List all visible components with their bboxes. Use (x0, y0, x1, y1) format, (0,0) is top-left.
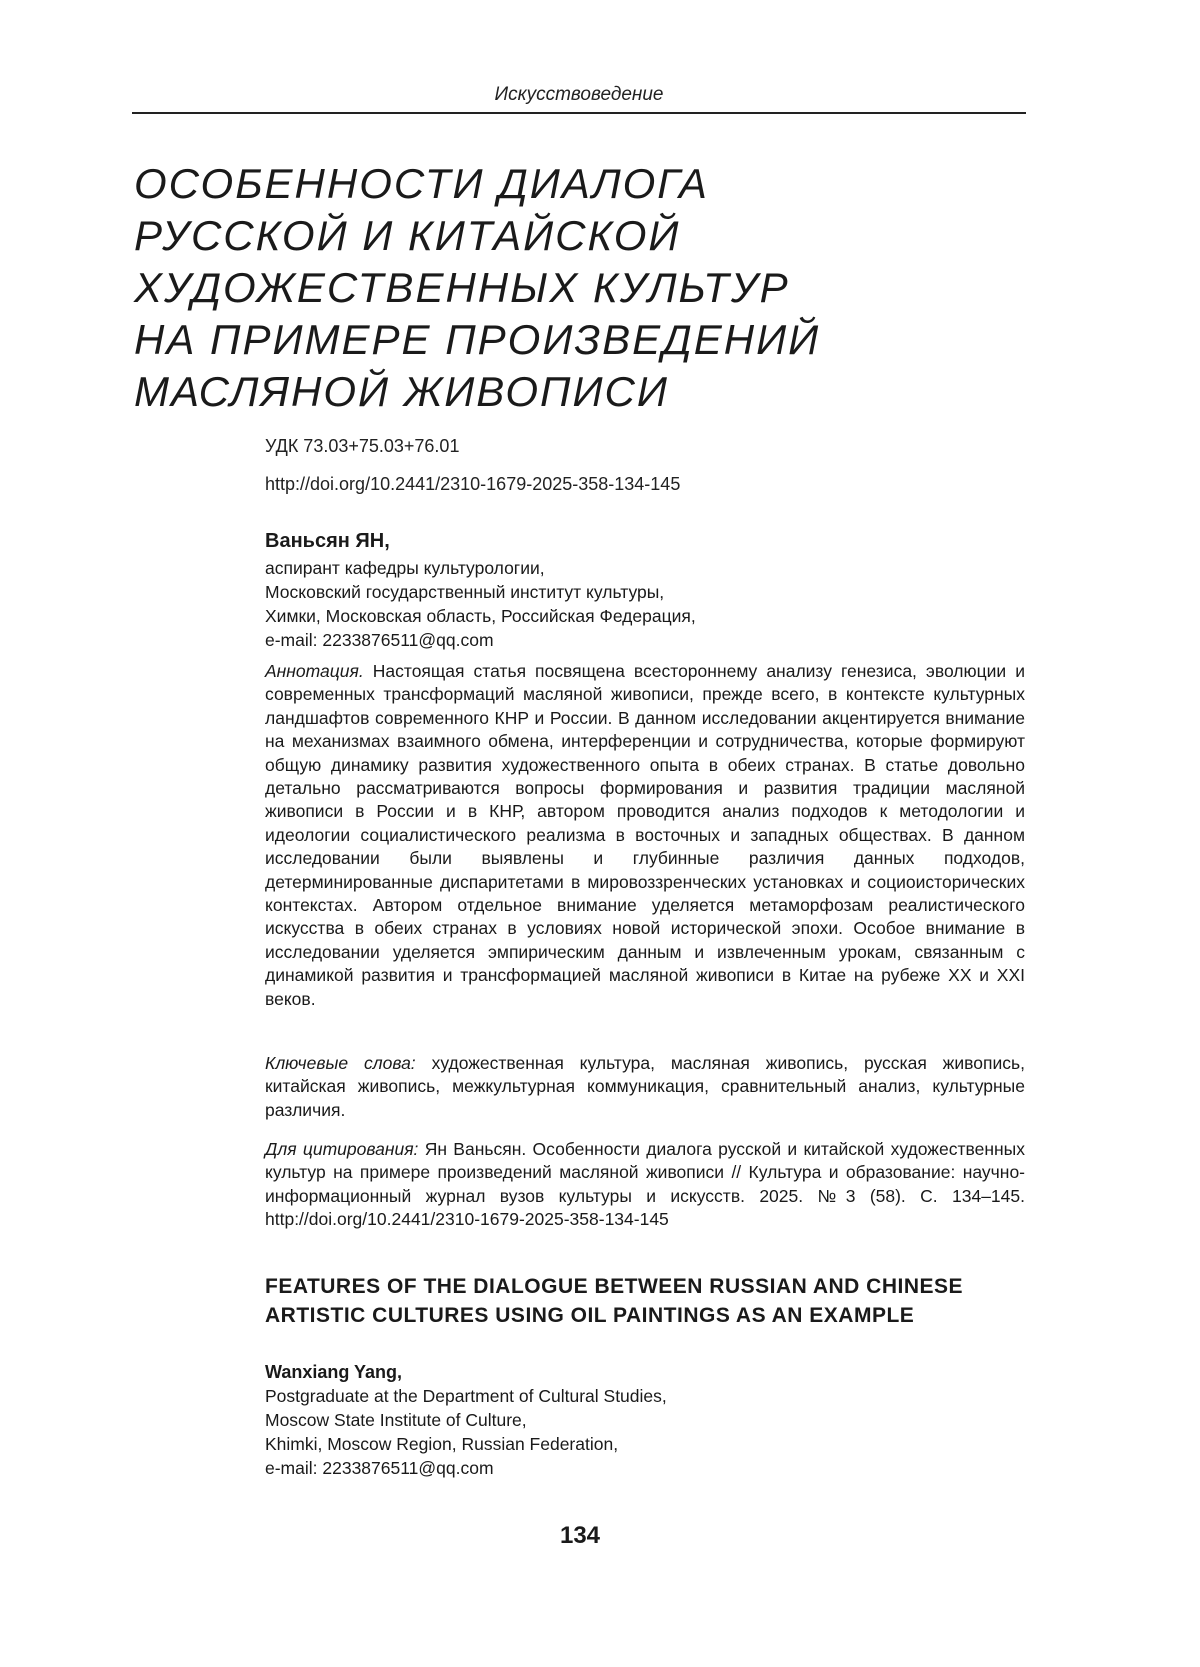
title-line: НА ПРИМЕРЕ ПРОИЗВЕДЕНИЙ (134, 316, 821, 363)
author-name: Ваньсян ЯН, (265, 530, 390, 552)
citation-text: Ян Ваньсян. Особенности диалога русской и китайской художественных культур на примере произведений масляной живописи // Культура и образование: научно-информационный журнал вузов культуры и искусств. 2025. №3 (58). С. 134–145. http://doi.org/10.2441/2310-1679-2025-358-134-145 (265, 1139, 1025, 1230)
keywords-label: Ключевые слова: (265, 1053, 416, 1073)
english-author-name: Wanxiang Yang, (265, 1362, 403, 1382)
title-line: ОСОБЕННОСТИ ДИАЛОГА (134, 160, 709, 207)
author-email[interactable]: e-mail: 2233876511@qq.com (265, 630, 494, 650)
english-affiliation-line: Moscow State Institute of Culture, (265, 1410, 527, 1430)
english-title (265, 1272, 1030, 1330)
citation-label: Для цитирования: (265, 1139, 419, 1159)
title-line: РУССКОЙ И КИТАЙСКОЙ (134, 212, 681, 259)
abstract-text: Настоящая статья посвящена всестороннему анализу генезиса, эволюции и современных трансформаций масляной живописи, прежде всего, в контексте культурных ландшафтов современного КНР и России. В данном исследовании акцентируется внимание на механизмах взаимного обмена, интерференции и сотрудничества, которые формируют общую динамику развития художественного опыта в обеих странах. В статье довольно детально рассматриваются вопросы формирования и развития традиции масляной живописи в России и в КНР, автором проводится анализ подходов к методологии и идеологии социалистического реализма в восточных и западных обществах. В данном исследовании были выявлены и глубинные различия данных подходов, детерминированные диспаритетами в мировоззренческих установках и социоисторических контекстах. Автором отдельное внимание уделяется метаморфозам реалистического искусства в обеих странах в условиях новой исторической эпохи. Особое внимание в исследовании уделяется эмпирическим данным и извлеченным урокам, связанным с динамикой развития и трансформацией масляной живописи в Китае на рубеже XX и XXI веков. (265, 661, 1025, 1009)
english-affiliation-line: Khimki, Moscow Region, Russian Federation, (265, 1434, 619, 1454)
abstract-label: Аннотация. (265, 661, 364, 681)
keywords-text: художественная культура, масляная живопись, русская живопись, китайская живопись, межкультурная коммуникация, сравнительный анализ, культурные различия. (265, 1053, 1025, 1120)
english-title-line: FEATURES OF THE DIALOGUE BETWEEN RUSSIAN AND CHINESE (265, 1275, 964, 1298)
english-affiliation-line: Postgraduate at the Department of Cultural Studies, (265, 1386, 667, 1406)
title-line: ХУДОЖЕСТВЕННЫХ КУЛЬТУР (134, 264, 790, 311)
english-title-line: ARTISTIC CULTURES USING OIL PAINTINGS AS AN EXAMPLE (265, 1304, 915, 1327)
title-line: МАСЛЯНОЙ ЖИВОПИСИ (134, 368, 669, 415)
author-info-en (265, 1360, 1025, 1480)
udk-code: УДК 73.03+75.03+76.01 (265, 436, 460, 456)
doi-link[interactable]: http://doi.org/10.2441/2310-1679-2025-358-134-145 (265, 474, 681, 494)
keywords (265, 1052, 1025, 1122)
author-info-ru (265, 528, 1025, 652)
citation (265, 1138, 1025, 1232)
english-author-email[interactable]: e-mail: 2233876511@qq.com (265, 1458, 494, 1478)
article-title (134, 158, 1014, 418)
affiliation-line: Московский государственный институт культуры, (265, 582, 665, 602)
page-number: 134 (559, 1522, 601, 1549)
section-header: Искусствоведение (132, 84, 1026, 114)
abstract (265, 660, 1025, 1011)
affiliation-line: Химки, Московская область, Российская Федерация, (265, 606, 696, 626)
affiliation-line: аспирант кафедры культурологии, (265, 558, 545, 578)
